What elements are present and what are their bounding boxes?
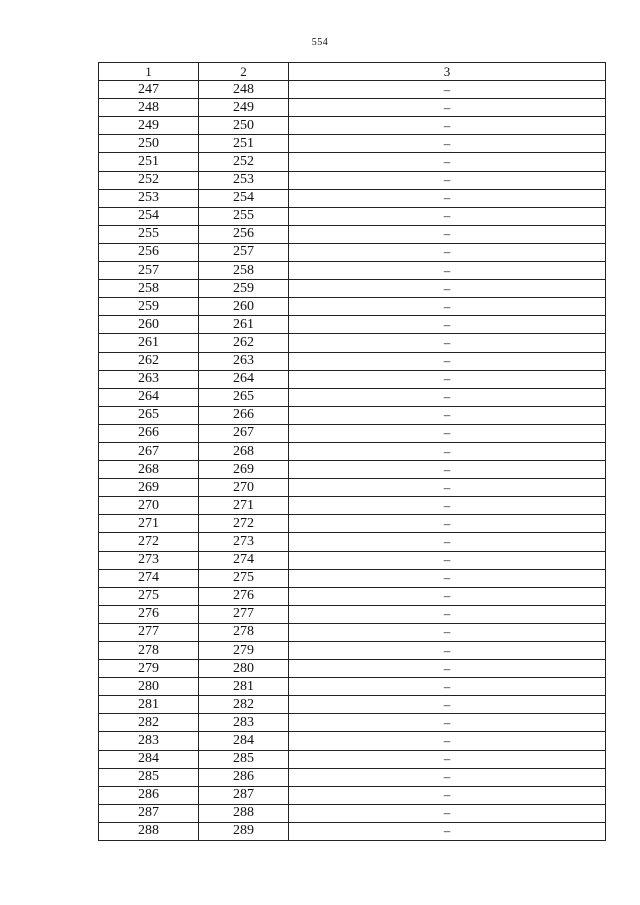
table-cell-col-3: – — [289, 117, 606, 135]
column-header-1: 1 — [99, 63, 199, 81]
table-cell-col-3: – — [289, 678, 606, 696]
table-cell-col-1: 253 — [99, 189, 199, 207]
table-row — [99, 822, 606, 840]
table-row — [99, 660, 606, 678]
table-cell-col-2: 275 — [199, 569, 289, 587]
table-cell-col-2: 255 — [199, 207, 289, 225]
table-row — [99, 316, 606, 334]
table-cell-col-3: – — [289, 714, 606, 732]
table-row — [99, 81, 606, 99]
table-cell-col-1: 256 — [99, 243, 199, 261]
table-cell-col-2: 282 — [199, 696, 289, 714]
table-cell-col-2: 278 — [199, 623, 289, 641]
table-cell-col-2: 277 — [199, 605, 289, 623]
table-cell-col-2: 268 — [199, 442, 289, 460]
table-cell-col-1: 272 — [99, 533, 199, 551]
table-cell-col-2: 261 — [199, 316, 289, 334]
table-cell-col-2: 281 — [199, 678, 289, 696]
table-row — [99, 732, 606, 750]
table-cell-col-1: 286 — [99, 786, 199, 804]
table-cell-col-3: – — [289, 81, 606, 99]
table-row — [99, 497, 606, 515]
table-cell-col-1: 255 — [99, 225, 199, 243]
table-cell-col-1: 275 — [99, 587, 199, 605]
table-row — [99, 388, 606, 406]
table-row — [99, 424, 606, 442]
table-cell-col-1: 248 — [99, 99, 199, 117]
table-cell-col-1: 266 — [99, 424, 199, 442]
column-header-2: 2 — [199, 63, 289, 81]
table-cell-col-1: 282 — [99, 714, 199, 732]
table-cell-col-1: 279 — [99, 660, 199, 678]
table-cell-col-3: – — [289, 243, 606, 261]
table-cell-col-3: – — [289, 406, 606, 424]
table-row — [99, 225, 606, 243]
table-row — [99, 515, 606, 533]
table-cell-col-2: 288 — [199, 804, 289, 822]
table-row — [99, 714, 606, 732]
table-row — [99, 768, 606, 786]
table-row — [99, 642, 606, 660]
table-row — [99, 370, 606, 388]
table-cell-col-3: – — [289, 424, 606, 442]
table-cell-col-1: 285 — [99, 768, 199, 786]
table-cell-col-1: 281 — [99, 696, 199, 714]
table-cell-col-1: 274 — [99, 569, 199, 587]
table-header — [99, 63, 606, 81]
table-row — [99, 569, 606, 587]
table-cell-col-3: – — [289, 768, 606, 786]
table-row — [99, 696, 606, 714]
table-cell-col-1: 267 — [99, 442, 199, 460]
table-cell-col-3: – — [289, 207, 606, 225]
table-cell-col-1: 249 — [99, 117, 199, 135]
table-cell-col-1: 259 — [99, 298, 199, 316]
table-cell-col-3: – — [289, 515, 606, 533]
table-cell-col-2: 286 — [199, 768, 289, 786]
table-cell-col-1: 269 — [99, 479, 199, 497]
table-cell-col-1: 280 — [99, 678, 199, 696]
table-cell-col-2: 280 — [199, 660, 289, 678]
table-cell-col-3: – — [289, 461, 606, 479]
table-row — [99, 461, 606, 479]
table-cell-col-1: 271 — [99, 515, 199, 533]
table-row — [99, 280, 606, 298]
table-cell-col-2: 283 — [199, 714, 289, 732]
table-cell-col-3: – — [289, 442, 606, 460]
table-cell-col-1: 250 — [99, 135, 199, 153]
table-cell-col-3: – — [289, 696, 606, 714]
table-cell-col-2: 269 — [199, 461, 289, 479]
table-row — [99, 623, 606, 641]
table-cell-col-3: – — [289, 786, 606, 804]
table-cell-col-1: 262 — [99, 352, 199, 370]
table-cell-col-2: 272 — [199, 515, 289, 533]
table-cell-col-2: 260 — [199, 298, 289, 316]
table-row — [99, 135, 606, 153]
table-cell-col-3: – — [289, 732, 606, 750]
table-cell-col-2: 266 — [199, 406, 289, 424]
page-number: 554 — [311, 37, 329, 48]
table-cell-col-3: – — [289, 497, 606, 515]
table-cell-col-3: – — [289, 605, 606, 623]
table-cell-col-1: 264 — [99, 388, 199, 406]
table-cell-col-3: – — [289, 370, 606, 388]
table-cell-col-1: 278 — [99, 642, 199, 660]
table-cell-col-1: 284 — [99, 750, 199, 768]
table-cell-col-1: 277 — [99, 623, 199, 641]
table-cell-col-3: – — [289, 804, 606, 822]
table-cell-col-3: – — [289, 822, 606, 840]
table-cell-col-1: 273 — [99, 551, 199, 569]
table-cell-col-1: 283 — [99, 732, 199, 750]
table-cell-col-1: 263 — [99, 370, 199, 388]
table-cell-col-1: 260 — [99, 316, 199, 334]
table-cell-col-3: – — [289, 189, 606, 207]
table-row — [99, 406, 606, 424]
table-cell-col-2: 262 — [199, 334, 289, 352]
table-row — [99, 207, 606, 225]
data-table — [98, 62, 606, 841]
column-header-3: 3 — [289, 63, 606, 81]
table-row — [99, 786, 606, 804]
table-row — [99, 587, 606, 605]
table-cell-col-1: 254 — [99, 207, 199, 225]
table-row — [99, 678, 606, 696]
table-cell-col-1: 257 — [99, 262, 199, 280]
table-cell-col-2: 270 — [199, 479, 289, 497]
table-cell-col-2: 253 — [199, 171, 289, 189]
table-cell-col-3: – — [289, 479, 606, 497]
table-row — [99, 117, 606, 135]
table-cell-col-3: – — [289, 298, 606, 316]
table-cell-col-2: 284 — [199, 732, 289, 750]
table-cell-col-3: – — [289, 262, 606, 280]
table-row — [99, 298, 606, 316]
table-cell-col-2: 248 — [199, 81, 289, 99]
table-cell-col-3: – — [289, 135, 606, 153]
table-cell-col-1: 251 — [99, 153, 199, 171]
table-cell-col-2: 259 — [199, 280, 289, 298]
table-cell-col-1: 287 — [99, 804, 199, 822]
table-cell-col-2: 289 — [199, 822, 289, 840]
table-cell-col-2: 274 — [199, 551, 289, 569]
table-row — [99, 750, 606, 768]
table-cell-col-3: – — [289, 388, 606, 406]
table-row — [99, 189, 606, 207]
table-cell-col-1: 265 — [99, 406, 199, 424]
table-cell-col-3: – — [289, 316, 606, 334]
table-cell-col-3: – — [289, 750, 606, 768]
table-cell-col-2: 250 — [199, 117, 289, 135]
table-cell-col-3: – — [289, 551, 606, 569]
table-cell-col-2: 254 — [199, 189, 289, 207]
table-cell-col-2: 287 — [199, 786, 289, 804]
table-cell-col-2: 257 — [199, 243, 289, 261]
table-row — [99, 262, 606, 280]
table-cell-col-2: 271 — [199, 497, 289, 515]
table-cell-col-3: – — [289, 569, 606, 587]
table-row — [99, 551, 606, 569]
table-row — [99, 99, 606, 117]
table-row — [99, 442, 606, 460]
table-row — [99, 153, 606, 171]
table-cell-col-2: 249 — [199, 99, 289, 117]
table-cell-col-1: 270 — [99, 497, 199, 515]
table-row — [99, 605, 606, 623]
table-row — [99, 804, 606, 822]
table-cell-col-3: – — [289, 533, 606, 551]
table-row — [99, 352, 606, 370]
table-cell-col-2: 256 — [199, 225, 289, 243]
table-cell-col-2: 263 — [199, 352, 289, 370]
table-cell-col-2: 273 — [199, 533, 289, 551]
table-body — [99, 81, 606, 841]
table-cell-col-1: 268 — [99, 461, 199, 479]
table-row — [99, 334, 606, 352]
table-cell-col-1: 258 — [99, 280, 199, 298]
table-row — [99, 171, 606, 189]
table-cell-col-2: 276 — [199, 587, 289, 605]
table-cell-col-3: – — [289, 225, 606, 243]
table-row — [99, 243, 606, 261]
table-row — [99, 533, 606, 551]
table-cell-col-1: 261 — [99, 334, 199, 352]
table-cell-col-3: – — [289, 99, 606, 117]
table-cell-col-3: – — [289, 660, 606, 678]
table-cell-col-2: 279 — [199, 642, 289, 660]
table-cell-col-3: – — [289, 352, 606, 370]
table-cell-col-3: – — [289, 587, 606, 605]
header-row — [99, 63, 606, 81]
table-cell-col-1: 276 — [99, 605, 199, 623]
table-cell-col-1: 252 — [99, 171, 199, 189]
table-cell-col-3: – — [289, 280, 606, 298]
table-cell-col-2: 265 — [199, 388, 289, 406]
table-cell-col-3: – — [289, 642, 606, 660]
table-cell-col-2: 251 — [199, 135, 289, 153]
table-cell-col-3: – — [289, 334, 606, 352]
table-cell-col-2: 252 — [199, 153, 289, 171]
table-cell-col-1: 288 — [99, 822, 199, 840]
table-cell-col-2: 267 — [199, 424, 289, 442]
table-cell-col-3: – — [289, 153, 606, 171]
table-cell-col-2: 285 — [199, 750, 289, 768]
table-cell-col-1: 247 — [99, 81, 199, 99]
table-cell-col-2: 264 — [199, 370, 289, 388]
table-cell-col-2: 258 — [199, 262, 289, 280]
table-cell-col-3: – — [289, 623, 606, 641]
table-cell-col-3: – — [289, 171, 606, 189]
table-row — [99, 479, 606, 497]
